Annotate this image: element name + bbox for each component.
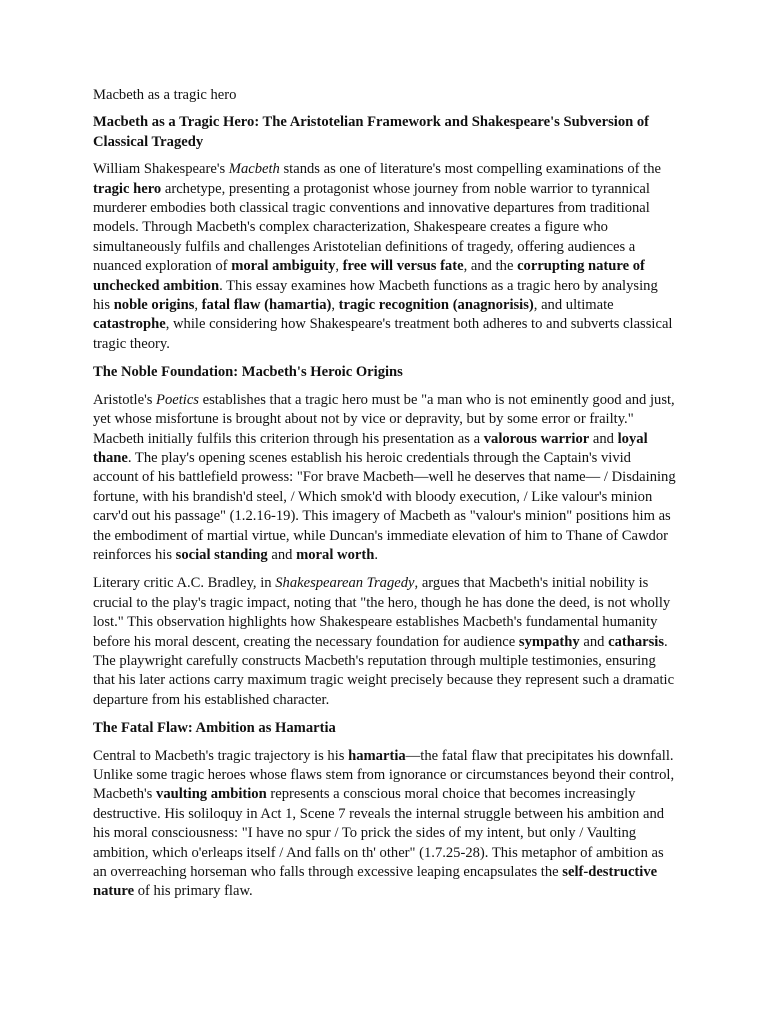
text-run: Aristotle's [93, 391, 157, 408]
text-run: , argues that Macbeth's initial nobility is crucial to the play's tragic impact, noting that "the hero, though he has done the deed, is not wholly lost." This observation highlights how Shakespeare establishes Macbeth's fundamental humanity before his moral descent, creating the necessary foundation for audience [93, 575, 671, 650]
bold-term: sympathy [518, 633, 580, 650]
text-run: stands as one of literature's most compelling examinations of the [279, 161, 662, 178]
italic-title: Poetics [156, 391, 199, 408]
section-heading: The Fatal Flaw: Ambition as Hamartia [93, 720, 336, 737]
bold-term: hamartia [348, 747, 406, 764]
text-run: establishes that a tragic hero must be "a man who is not eminently good and just, yet whose misfortune is brought about not by vice or depravity, but by some error or frailty." Macbeth initially fulfils this criterion through his presentation as a [93, 391, 675, 447]
text-run: , and ultimate [533, 297, 614, 314]
bold-term: tragic recognition (anagnorisis) [338, 297, 534, 314]
body-paragraph [93, 747, 678, 902]
text-run: and [589, 430, 618, 447]
text-run: —the fatal flaw that precipitates his downfall. Unlike some tragic heroes whose flaws stem from ignorance or circumstances beyond their control, Macbeth's [93, 747, 675, 803]
text-run: . [374, 546, 378, 563]
bold-term: self-destructive nature [93, 864, 658, 900]
bold-term: moral worth [296, 546, 375, 563]
bold-term: free will versus fate [342, 258, 464, 275]
text-run: Literary critic A.C. Bradley, in [93, 575, 276, 592]
bold-term: fatal flaw (hamartia) [201, 297, 332, 314]
text-run: represents a conscious moral choice that becomes increasingly destructive. His soliloquy in Act 1, Scene 7 reveals the internal struggle between his ambition and his moral consciousness: "I have no spur / To prick the sides of my intent, but only / Vaulting ambition, which o'erleaps itself / And falls on th' other" (1.7.25-28). This metaphor of ambition as an overreaching horseman who falls through excessive leaping encapsulates the [93, 786, 665, 881]
text-run: , and the [463, 258, 518, 275]
document-page [93, 86, 678, 911]
bold-term: catastrophe [93, 316, 166, 333]
text-run: , [335, 258, 343, 275]
text-run: Central to Macbeth's tragic trajectory is his [93, 747, 349, 764]
document-body [93, 160, 678, 902]
text-run: , while considering how Shakespeare's treatment both adheres to and subverts classical tragic theory. [93, 316, 673, 352]
italic-title: Macbeth [228, 161, 280, 178]
body-paragraph [93, 391, 678, 566]
italic-title: Shakespearean Tragedy [275, 575, 415, 592]
text-run: and [267, 546, 297, 563]
bold-term: tragic hero [93, 180, 162, 197]
bold-term: catharsis [608, 633, 665, 650]
text-run: , [331, 297, 339, 314]
section-heading: The Noble Foundation: Macbeth's Heroic Origins [93, 364, 403, 381]
body-paragraph [93, 574, 678, 710]
body-paragraph [93, 160, 678, 354]
text-run: . The play's opening scenes establish his heroic credentials through the Captain's vivid account of his battlefield prowess: "For brave Macbeth—well he deserves that name— / Disdaining fortune, with his brandish'd steel, / Which smok'd with bloody execution, / Like valour's minion carv'd out his passage" (1.2.16-19). This imagery of Macbeth as "valour's minion" positions him as the embodiment of martial virtue, while Duncan's immediate elevation of him to Thane of Cawdor reinforces his [93, 449, 676, 563]
bold-term: vaulting ambition [156, 786, 267, 803]
bold-term: noble origins [113, 297, 195, 314]
text-run: , [194, 297, 202, 314]
text-run: . This essay examines how Macbeth functions as a tragic hero by analysing his [93, 277, 658, 314]
bold-term: corrupting nature of unchecked ambition [93, 258, 645, 294]
text-run: archetype, presenting a protagonist whose journey from noble warrior to tyrannical murderer embodies both classical tragic conventions and innovative departures from traditional models. Through Macbeth's complex characterization, Shakespeare creates a figure who simultaneously fulfils and challenges Aristotelian definitions of tragedy, offering audiences a nuanced exploration of [93, 180, 650, 275]
text-run: and [579, 633, 609, 650]
bold-term: moral ambiguity [231, 258, 336, 275]
bold-term: loyal thane [93, 430, 648, 466]
bold-term: social standing [175, 546, 268, 563]
text-run: of his primary flaw. [134, 883, 253, 900]
text-run: William Shakespeare's [93, 161, 229, 178]
bold-term: valorous warrior [483, 430, 590, 447]
document-title: Macbeth as a Tragic Hero: The Aristotelian Framework and Shakespeare's Subversion of Classical Tragedy [93, 114, 650, 150]
text-run: . The playwright carefully constructs Macbeth's reputation through multiple testimonies, ensuring that his later actions carry maximum tragic weight precisely because they represent such a dramatic departure from his established character. [93, 633, 675, 708]
document-label: Macbeth as a tragic hero [93, 87, 237, 103]
